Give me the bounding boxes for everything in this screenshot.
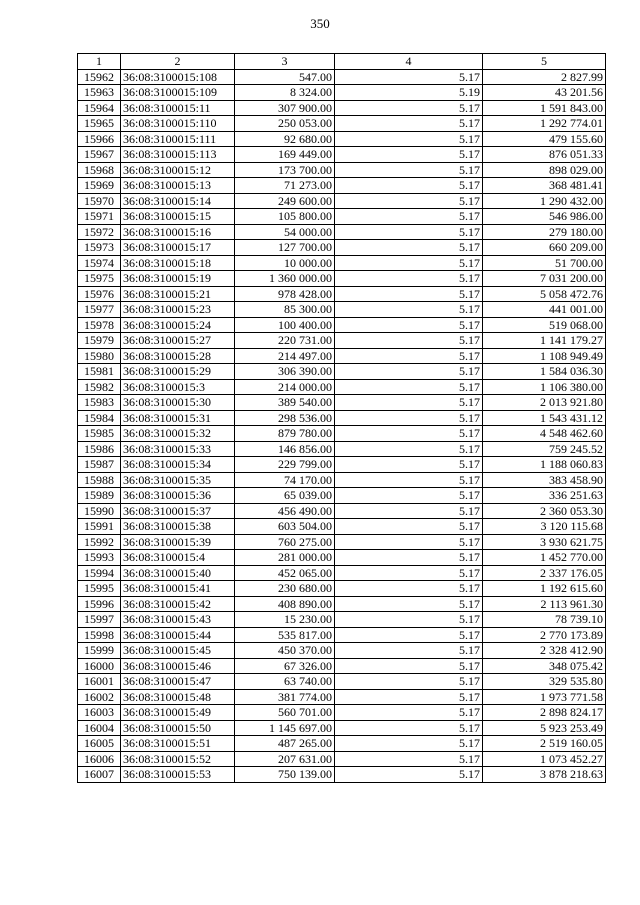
rate-cell: 5.17 <box>335 333 483 349</box>
cadastral-number-cell: 36:08:3100015:11 <box>121 100 235 116</box>
cadastral-number-cell: 36:08:3100015:43 <box>121 612 235 628</box>
amount-cell: 3 120 115.68 <box>483 519 606 535</box>
rate-cell: 5.17 <box>335 147 483 163</box>
rate-cell: 5.17 <box>335 581 483 597</box>
cadastral-number-cell: 36:08:3100015:14 <box>121 193 235 209</box>
cadastral-number-cell: 36:08:3100015:4 <box>121 550 235 566</box>
table-row <box>78 317 606 333</box>
row-number-cell: 15964 <box>78 100 121 116</box>
amount-cell: 441 001.00 <box>483 302 606 318</box>
area-cell: 281 000.00 <box>235 550 335 566</box>
rate-cell: 5.17 <box>335 457 483 473</box>
cadastral-number-cell: 36:08:3100015:110 <box>121 116 235 132</box>
area-cell: 173 700.00 <box>235 162 335 178</box>
rate-cell: 5.17 <box>335 767 483 783</box>
amount-cell: 1 108 949.49 <box>483 348 606 364</box>
row-number-cell: 15969 <box>78 178 121 194</box>
rate-cell: 5.17 <box>335 565 483 581</box>
row-number-cell: 15976 <box>78 286 121 302</box>
table-row <box>78 581 606 597</box>
area-cell: 760 275.00 <box>235 534 335 550</box>
row-number-cell: 15971 <box>78 209 121 225</box>
amount-cell: 2 113 961.30 <box>483 596 606 612</box>
rate-cell: 5.17 <box>335 519 483 535</box>
cadastral-number-cell: 36:08:3100015:19 <box>121 271 235 287</box>
row-number-cell: 15987 <box>78 457 121 473</box>
rate-cell: 5.17 <box>335 364 483 380</box>
table-row <box>78 457 606 473</box>
rate-cell: 5.17 <box>335 379 483 395</box>
amount-cell: 5 058 472.76 <box>483 286 606 302</box>
rate-cell: 5.17 <box>335 271 483 287</box>
amount-cell: 3 878 218.63 <box>483 767 606 783</box>
table-row <box>78 767 606 783</box>
cadastral-number-cell: 36:08:3100015:36 <box>121 488 235 504</box>
rate-cell: 5.17 <box>335 302 483 318</box>
amount-cell: 336 251.63 <box>483 488 606 504</box>
row-number-cell: 15983 <box>78 395 121 411</box>
table-row <box>78 751 606 767</box>
row-number-cell: 16001 <box>78 674 121 690</box>
amount-cell: 51 700.00 <box>483 255 606 271</box>
row-number-cell: 16003 <box>78 705 121 721</box>
rate-cell: 5.17 <box>335 658 483 674</box>
column-header: 5 <box>483 54 606 70</box>
cadastral-number-cell: 36:08:3100015:13 <box>121 178 235 194</box>
row-number-cell: 16005 <box>78 736 121 752</box>
table-row <box>78 674 606 690</box>
rate-cell: 5.17 <box>335 736 483 752</box>
rate-cell: 5.17 <box>335 674 483 690</box>
area-cell: 71 273.00 <box>235 178 335 194</box>
area-cell: 408 890.00 <box>235 596 335 612</box>
rate-cell: 5.17 <box>335 178 483 194</box>
row-number-cell: 16006 <box>78 751 121 767</box>
row-number-cell: 15978 <box>78 317 121 333</box>
area-cell: 146 856.00 <box>235 441 335 457</box>
area-cell: 750 139.00 <box>235 767 335 783</box>
area-cell: 1 145 697.00 <box>235 720 335 736</box>
row-number-cell: 15991 <box>78 519 121 535</box>
cadastral-number-cell: 36:08:3100015:27 <box>121 333 235 349</box>
cadastral-number-cell: 36:08:3100015:44 <box>121 627 235 643</box>
table-row <box>78 472 606 488</box>
table-row <box>78 240 606 256</box>
cadastral-number-cell: 36:08:3100015:16 <box>121 224 235 240</box>
table-row <box>78 658 606 674</box>
area-cell: 15 230.00 <box>235 612 335 628</box>
amount-cell: 1 973 771.58 <box>483 689 606 705</box>
cadastral-number-cell: 36:08:3100015:28 <box>121 348 235 364</box>
cadastral-number-cell: 36:08:3100015:12 <box>121 162 235 178</box>
rate-cell: 5.17 <box>335 209 483 225</box>
amount-cell: 2 013 921.80 <box>483 395 606 411</box>
table-row <box>78 178 606 194</box>
row-number-cell: 15975 <box>78 271 121 287</box>
cadastral-number-cell: 36:08:3100015:40 <box>121 565 235 581</box>
area-cell: 547.00 <box>235 69 335 85</box>
amount-cell: 279 180.00 <box>483 224 606 240</box>
table-row <box>78 503 606 519</box>
table-row <box>78 348 606 364</box>
cadastral-number-cell: 36:08:3100015:41 <box>121 581 235 597</box>
rate-cell: 5.17 <box>335 689 483 705</box>
table-row <box>78 209 606 225</box>
cadastral-number-cell: 36:08:3100015:37 <box>121 503 235 519</box>
table-row <box>78 100 606 116</box>
area-cell: 450 370.00 <box>235 643 335 659</box>
cadastral-number-cell: 36:08:3100015:113 <box>121 147 235 163</box>
row-number-cell: 16000 <box>78 658 121 674</box>
amount-cell: 4 548 462.60 <box>483 426 606 442</box>
area-cell: 169 449.00 <box>235 147 335 163</box>
rate-cell: 5.17 <box>335 286 483 302</box>
cadastral-number-cell: 36:08:3100015:18 <box>121 255 235 271</box>
row-number-cell: 15999 <box>78 643 121 659</box>
table-row <box>78 643 606 659</box>
rate-cell: 5.17 <box>335 100 483 116</box>
table-row <box>78 441 606 457</box>
table-row <box>78 395 606 411</box>
row-number-cell: 15992 <box>78 534 121 550</box>
table-row <box>78 426 606 442</box>
table-row <box>78 302 606 318</box>
row-number-cell: 15996 <box>78 596 121 612</box>
row-number-cell: 15995 <box>78 581 121 597</box>
row-number-cell: 15963 <box>78 85 121 101</box>
rate-cell: 5.17 <box>335 69 483 85</box>
rate-cell: 5.17 <box>335 255 483 271</box>
area-cell: 127 700.00 <box>235 240 335 256</box>
amount-cell: 78 739.10 <box>483 612 606 628</box>
row-number-cell: 15993 <box>78 550 121 566</box>
amount-cell: 759 245.52 <box>483 441 606 457</box>
table-row <box>78 705 606 721</box>
cadastral-number-cell: 36:08:3100015:48 <box>121 689 235 705</box>
rate-cell: 5.17 <box>335 472 483 488</box>
area-cell: 560 701.00 <box>235 705 335 721</box>
cadastral-number-cell: 36:08:3100015:17 <box>121 240 235 256</box>
cadastral-number-cell: 36:08:3100015:35 <box>121 472 235 488</box>
cadastral-number-cell: 36:08:3100015:108 <box>121 69 235 85</box>
row-number-cell: 15980 <box>78 348 121 364</box>
area-cell: 978 428.00 <box>235 286 335 302</box>
rate-cell: 5.17 <box>335 410 483 426</box>
area-cell: 54 000.00 <box>235 224 335 240</box>
table-row <box>78 565 606 581</box>
row-number-cell: 15972 <box>78 224 121 240</box>
row-number-cell: 15998 <box>78 627 121 643</box>
cadastral-number-cell: 36:08:3100015:29 <box>121 364 235 380</box>
table-row <box>78 596 606 612</box>
row-number-cell: 15988 <box>78 472 121 488</box>
amount-cell: 348 075.42 <box>483 658 606 674</box>
rate-cell: 5.17 <box>335 317 483 333</box>
table-row <box>78 147 606 163</box>
amount-cell: 479 155.60 <box>483 131 606 147</box>
row-number-cell: 15973 <box>78 240 121 256</box>
amount-cell: 1 584 036.30 <box>483 364 606 380</box>
table-row <box>78 162 606 178</box>
row-number-cell: 15966 <box>78 131 121 147</box>
row-number-cell: 16007 <box>78 767 121 783</box>
column-header: 3 <box>235 54 335 70</box>
rate-cell: 5.17 <box>335 348 483 364</box>
header-row <box>78 54 606 70</box>
row-number-cell: 15968 <box>78 162 121 178</box>
table-row <box>78 612 606 628</box>
table-row <box>78 271 606 287</box>
amount-cell: 519 068.00 <box>483 317 606 333</box>
area-cell: 65 039.00 <box>235 488 335 504</box>
table-row <box>78 379 606 395</box>
cadastral-number-cell: 36:08:3100015:53 <box>121 767 235 783</box>
amount-cell: 1 188 060.83 <box>483 457 606 473</box>
cadastral-number-cell: 36:08:3100015:23 <box>121 302 235 318</box>
cadastral-number-cell: 36:08:3100015:50 <box>121 720 235 736</box>
table-row <box>78 519 606 535</box>
amount-cell: 7 031 200.00 <box>483 271 606 287</box>
row-number-cell: 15989 <box>78 488 121 504</box>
rate-cell: 5.17 <box>335 751 483 767</box>
amount-cell: 3 930 621.75 <box>483 534 606 550</box>
table-body <box>78 69 606 782</box>
amount-cell: 2 360 053.30 <box>483 503 606 519</box>
table-row <box>78 736 606 752</box>
rate-cell: 5.17 <box>335 116 483 132</box>
rate-cell: 5.17 <box>335 224 483 240</box>
rate-cell: 5.17 <box>335 240 483 256</box>
cadastral-number-cell: 36:08:3100015:42 <box>121 596 235 612</box>
cadastral-number-cell: 36:08:3100015:45 <box>121 643 235 659</box>
row-number-cell: 15981 <box>78 364 121 380</box>
amount-cell: 2 770 173.89 <box>483 627 606 643</box>
area-cell: 535 817.00 <box>235 627 335 643</box>
rate-cell: 5.17 <box>335 627 483 643</box>
row-number-cell: 15994 <box>78 565 121 581</box>
row-number-cell: 16002 <box>78 689 121 705</box>
table-row <box>78 224 606 240</box>
cadastral-number-cell: 36:08:3100015:30 <box>121 395 235 411</box>
cadastral-number-cell: 36:08:3100015:46 <box>121 658 235 674</box>
area-cell: 229 799.00 <box>235 457 335 473</box>
row-number-cell: 15997 <box>78 612 121 628</box>
row-number-cell: 15962 <box>78 69 121 85</box>
row-number-cell: 15977 <box>78 302 121 318</box>
row-number-cell: 16004 <box>78 720 121 736</box>
amount-cell: 1 452 770.00 <box>483 550 606 566</box>
amount-cell: 898 029.00 <box>483 162 606 178</box>
area-cell: 389 540.00 <box>235 395 335 411</box>
area-cell: 85 300.00 <box>235 302 335 318</box>
rate-cell: 5.17 <box>335 193 483 209</box>
amount-cell: 329 535.80 <box>483 674 606 690</box>
table-row <box>78 689 606 705</box>
rate-cell: 5.17 <box>335 705 483 721</box>
rate-cell: 5.17 <box>335 534 483 550</box>
area-cell: 67 326.00 <box>235 658 335 674</box>
cadastral-number-cell: 36:08:3100015:21 <box>121 286 235 302</box>
cadastral-number-cell: 36:08:3100015:15 <box>121 209 235 225</box>
rate-cell: 5.17 <box>335 503 483 519</box>
column-header: 2 <box>121 54 235 70</box>
area-cell: 214 497.00 <box>235 348 335 364</box>
area-cell: 452 065.00 <box>235 565 335 581</box>
column-header: 4 <box>335 54 483 70</box>
rate-cell: 5.17 <box>335 550 483 566</box>
table-row <box>78 364 606 380</box>
table-row <box>78 85 606 101</box>
area-cell: 249 600.00 <box>235 193 335 209</box>
rate-cell: 5.17 <box>335 720 483 736</box>
cadastral-number-cell: 36:08:3100015:31 <box>121 410 235 426</box>
table-row <box>78 550 606 566</box>
rate-cell: 5.17 <box>335 131 483 147</box>
rate-cell: 5.17 <box>335 643 483 659</box>
area-cell: 74 170.00 <box>235 472 335 488</box>
data-table <box>77 53 606 783</box>
rate-cell: 5.19 <box>335 85 483 101</box>
area-cell: 307 900.00 <box>235 100 335 116</box>
amount-cell: 2 898 824.17 <box>483 705 606 721</box>
cadastral-number-cell: 36:08:3100015:3 <box>121 379 235 395</box>
row-number-cell: 15982 <box>78 379 121 395</box>
cadastral-number-cell: 36:08:3100015:39 <box>121 534 235 550</box>
table-row <box>78 534 606 550</box>
cadastral-number-cell: 36:08:3100015:47 <box>121 674 235 690</box>
amount-cell: 1 543 431.12 <box>483 410 606 426</box>
area-cell: 105 800.00 <box>235 209 335 225</box>
amount-cell: 368 481.41 <box>483 178 606 194</box>
row-number-cell: 15979 <box>78 333 121 349</box>
row-number-cell: 15986 <box>78 441 121 457</box>
rate-cell: 5.17 <box>335 488 483 504</box>
table-row <box>78 69 606 85</box>
table-row <box>78 116 606 132</box>
amount-cell: 2 337 176.05 <box>483 565 606 581</box>
amount-cell: 1 073 452.27 <box>483 751 606 767</box>
column-header: 1 <box>78 54 121 70</box>
table-row <box>78 410 606 426</box>
amount-cell: 383 458.90 <box>483 472 606 488</box>
row-number-cell: 15974 <box>78 255 121 271</box>
table-row <box>78 720 606 736</box>
amount-cell: 2 827.99 <box>483 69 606 85</box>
cadastral-number-cell: 36:08:3100015:49 <box>121 705 235 721</box>
cadastral-number-cell: 36:08:3100015:24 <box>121 317 235 333</box>
area-cell: 487 265.00 <box>235 736 335 752</box>
amount-cell: 1 591 843.00 <box>483 100 606 116</box>
table-row <box>78 255 606 271</box>
rate-cell: 5.17 <box>335 612 483 628</box>
area-cell: 381 774.00 <box>235 689 335 705</box>
cadastral-number-cell: 36:08:3100015:51 <box>121 736 235 752</box>
amount-cell: 1 141 179.27 <box>483 333 606 349</box>
table-row <box>78 286 606 302</box>
table-row <box>78 333 606 349</box>
cadastral-number-cell: 36:08:3100015:33 <box>121 441 235 457</box>
cadastral-number-cell: 36:08:3100015:32 <box>121 426 235 442</box>
cadastral-number-cell: 36:08:3100015:34 <box>121 457 235 473</box>
amount-cell: 5 923 253.49 <box>483 720 606 736</box>
row-number-cell: 15967 <box>78 147 121 163</box>
cadastral-number-cell: 36:08:3100015:109 <box>121 85 235 101</box>
area-cell: 8 324.00 <box>235 85 335 101</box>
amount-cell: 43 201.56 <box>483 85 606 101</box>
amount-cell: 876 051.33 <box>483 147 606 163</box>
cadastral-number-cell: 36:08:3100015:38 <box>121 519 235 535</box>
area-cell: 1 360 000.00 <box>235 271 335 287</box>
rate-cell: 5.17 <box>335 426 483 442</box>
area-cell: 10 000.00 <box>235 255 335 271</box>
amount-cell: 1 292 774.01 <box>483 116 606 132</box>
row-number-cell: 15984 <box>78 410 121 426</box>
area-cell: 603 504.00 <box>235 519 335 535</box>
amount-cell: 2 328 412.90 <box>483 643 606 659</box>
area-cell: 298 536.00 <box>235 410 335 426</box>
amount-cell: 1 106 380.00 <box>483 379 606 395</box>
amount-cell: 546 986.00 <box>483 209 606 225</box>
row-number-cell: 15970 <box>78 193 121 209</box>
area-cell: 879 780.00 <box>235 426 335 442</box>
table-row <box>78 488 606 504</box>
page-number: 350 <box>310 16 330 31</box>
area-cell: 250 053.00 <box>235 116 335 132</box>
area-cell: 63 740.00 <box>235 674 335 690</box>
area-cell: 306 390.00 <box>235 364 335 380</box>
area-cell: 100 400.00 <box>235 317 335 333</box>
amount-cell: 660 209.00 <box>483 240 606 256</box>
area-cell: 220 731.00 <box>235 333 335 349</box>
area-cell: 456 490.00 <box>235 503 335 519</box>
cadastral-number-cell: 36:08:3100015:111 <box>121 131 235 147</box>
rate-cell: 5.17 <box>335 395 483 411</box>
table-row <box>78 131 606 147</box>
amount-cell: 2 519 160.05 <box>483 736 606 752</box>
row-number-cell: 15965 <box>78 116 121 132</box>
area-cell: 207 631.00 <box>235 751 335 767</box>
rate-cell: 5.17 <box>335 441 483 457</box>
rate-cell: 5.17 <box>335 162 483 178</box>
area-cell: 92 680.00 <box>235 131 335 147</box>
rate-cell: 5.17 <box>335 596 483 612</box>
row-number-cell: 15990 <box>78 503 121 519</box>
area-cell: 214 000.00 <box>235 379 335 395</box>
table-row <box>78 193 606 209</box>
amount-cell: 1 290 432.00 <box>483 193 606 209</box>
table-row <box>78 627 606 643</box>
row-number-cell: 15985 <box>78 426 121 442</box>
cadastral-number-cell: 36:08:3100015:52 <box>121 751 235 767</box>
amount-cell: 1 192 615.60 <box>483 581 606 597</box>
area-cell: 230 680.00 <box>235 581 335 597</box>
